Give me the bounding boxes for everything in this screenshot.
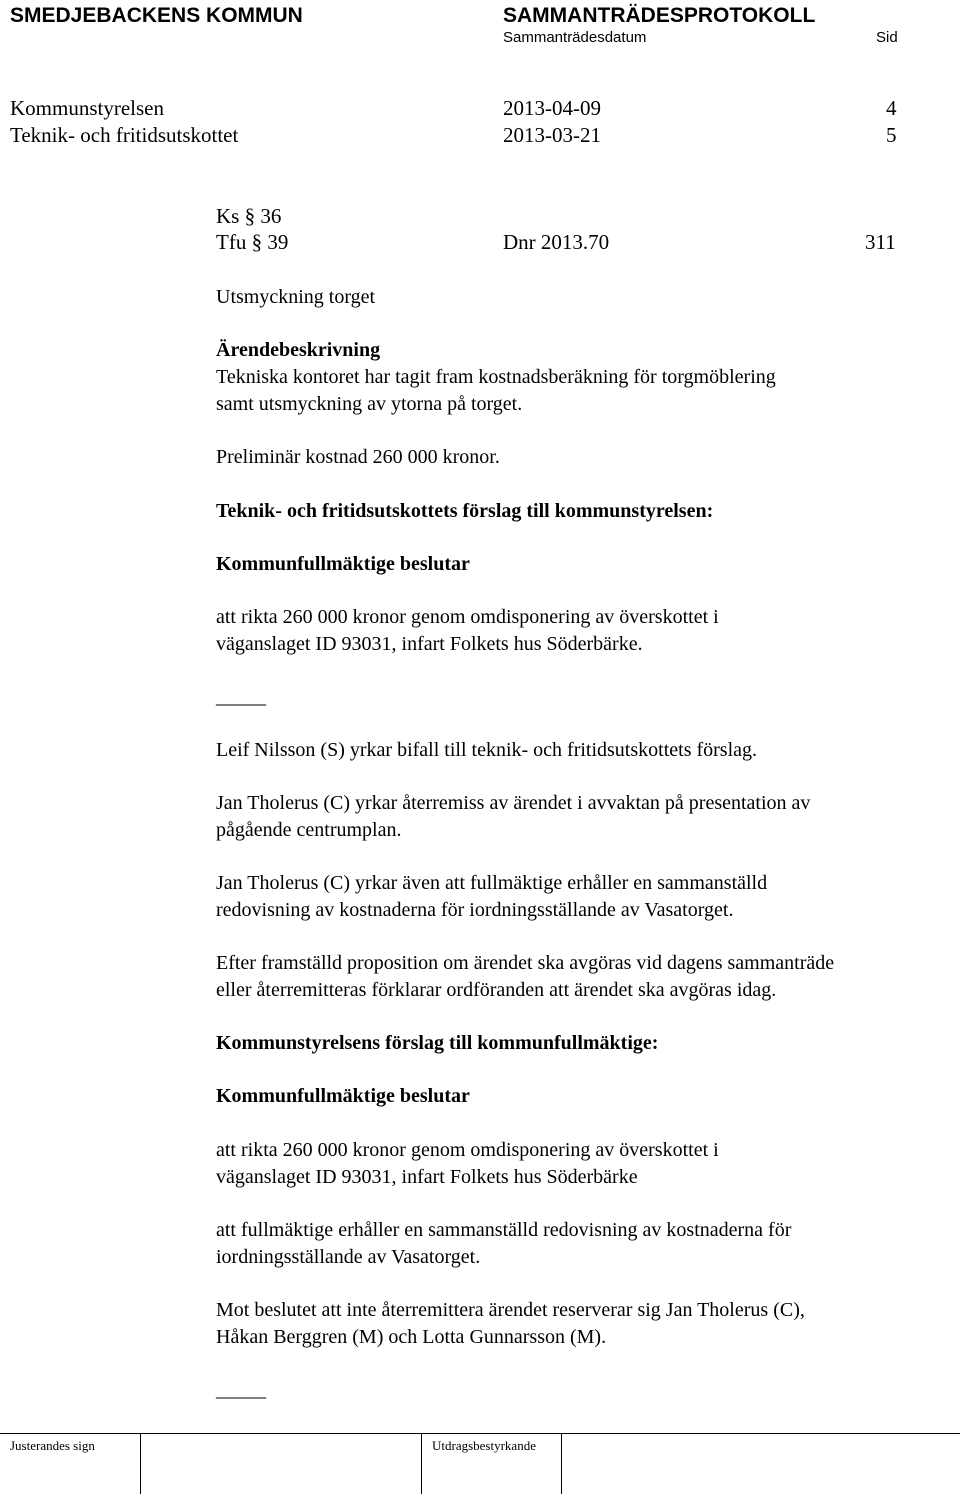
municipality-name: SMEDJEBACKENS KOMMUN — [10, 4, 303, 27]
decision-line: att fullmäktige erhåller en sammanställd redovisning av kostnaderna för — [216, 1219, 792, 1241]
document-type: SAMMANTRÄDESPROTOKOLL — [503, 4, 816, 27]
motion-line: pågående centrumplan. — [216, 819, 402, 841]
motion-line: Jan Tholerus (C) yrkar även att fullmäktige erhåller en sammanställd — [216, 872, 768, 894]
diary-number: Dnr 2013.70 — [503, 230, 610, 254]
decision-line: att rikta 260 000 kronor genom omdisponering av överskottet i — [216, 1139, 719, 1161]
archive-code: 311 — [865, 230, 896, 254]
cost-statement: Preliminär kostnad 260 000 kronor. — [216, 446, 500, 468]
meeting-page: 4 — [886, 96, 897, 120]
decision-line: väganslaget ID 93031, infart Folkets hus Söderbärke — [216, 1166, 638, 1188]
footer-divider — [140, 1434, 141, 1494]
meeting-body: Kommunstyrelsen — [10, 96, 164, 120]
page-label: Sid — [876, 29, 898, 46]
description-heading: Ärendebeskrivning — [216, 339, 381, 361]
kf-decides-heading: Kommunfullmäktige beslutar — [216, 1085, 470, 1107]
case-title: Utsmyckning torget — [216, 286, 376, 308]
meeting-date: 2013-03-21 — [503, 123, 601, 147]
meeting-date: 2013-04-09 — [503, 96, 601, 120]
section-separator: _____ — [216, 1379, 266, 1401]
meeting-page: 5 — [886, 123, 897, 147]
justerandes-sign-label: Justerandes sign — [10, 1438, 95, 1453]
ks-paragraph-ref: Ks § 36 — [216, 204, 282, 228]
footer-top-rule — [0, 1433, 960, 1434]
decision-line: att rikta 260 000 kronor genom omdisponering av överskottet i — [216, 606, 719, 628]
motion-line: Jan Tholerus (C) yrkar återremiss av ärendet i avvaktan på presentation av — [216, 792, 811, 814]
motion-line: Leif Nilsson (S) yrkar bifall till teknik- och fritidsutskottets förslag. — [216, 739, 758, 761]
ks-proposal-heading: Kommunstyrelsens förslag till kommunfullmäktige: — [216, 1032, 659, 1054]
motion-line: redovisning av kostnaderna för iordningsställande av Vasatorget. — [216, 899, 734, 921]
tfu-proposal-heading: Teknik- och fritidsutskottets förslag till kommunstyrelsen: — [216, 500, 714, 522]
decision-line: väganslaget ID 93031, infart Folkets hus Söderbärke. — [216, 633, 643, 655]
reservation-line: Mot beslutet att inte återremittera ärendet reserverar sig Jan Tholerus (C), — [216, 1299, 805, 1321]
reservation-line: Håkan Berggren (M) och Lotta Gunnarsson (M). — [216, 1326, 607, 1348]
description-line: samt utsmyckning av ytorna på torget. — [216, 393, 523, 415]
decision-line: iordningsställande av Vasatorget. — [216, 1246, 481, 1268]
footer-divider — [421, 1434, 422, 1494]
section-separator: _____ — [216, 686, 266, 708]
meeting-body: Teknik- och fritidsutskottet — [10, 123, 239, 147]
procedure-line: eller återremitteras förklarar ordföranden att ärendet ska avgöras idag. — [216, 979, 777, 1001]
procedure-line: Efter framställd proposition om ärendet ska avgöras vid dagens sammanträde — [216, 952, 835, 974]
footer-divider — [561, 1434, 562, 1494]
tfu-paragraph-ref: Tfu § 39 — [216, 230, 289, 254]
description-line: Tekniska kontoret har tagit fram kostnadsberäkning för torgmöblering — [216, 366, 776, 388]
utdragsbestyrkande-label: Utdragsbestyrkande — [432, 1438, 536, 1453]
date-label: Sammanträdesdatum — [503, 29, 647, 46]
kf-decides-heading: Kommunfullmäktige beslutar — [216, 553, 470, 575]
